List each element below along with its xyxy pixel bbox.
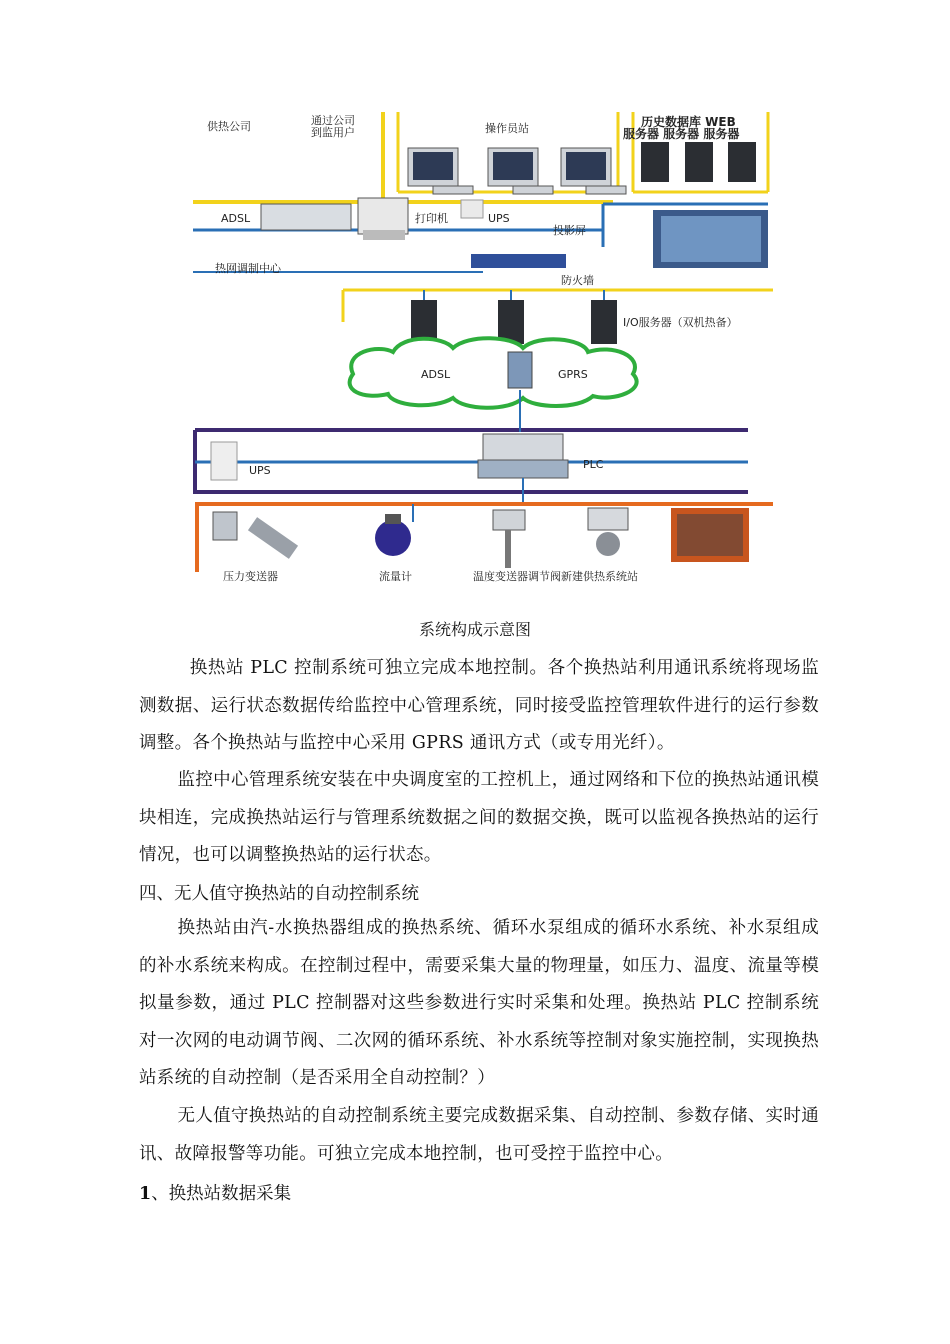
label-temp-valve: 温度变送器调节阀新建供热系统站 [473,570,638,582]
label-io-server: I/O服务器（双机热备） [623,316,738,329]
label-firewall: 防火墙 [561,274,594,287]
figure-caption: 系统构成示意图 [418,620,531,639]
label-flowmeter: 流量计 [379,570,412,582]
subsection-number: 1 [139,1184,152,1204]
label-plc: PLC [583,458,604,471]
label-pressure: 压力变送器 [223,570,278,582]
section-heading-4: 四、无人值守换热站的自动控制系统 [139,884,419,904]
label-projector: 投影屏 [553,224,586,237]
label-servers: 服务器 服务器 服务器 [623,127,740,141]
label-adsl-top: ADSL [221,212,251,225]
label-ups-top: UPS [488,212,510,225]
label-heat-company: 供热公司 [207,120,251,133]
label-operator-station: 操作员站 [485,122,529,135]
label-company-b: 到监用户 [311,126,355,139]
label-network-center: 热网调制中心 [215,262,281,275]
subsection-heading [139,1180,291,1205]
label-gprs: GPRS [558,368,588,381]
paragraph-1: 换热站 PLC 控制系统可独立完成本地控制。各个换热站利用通讯系统将现场监测数据、运行状态数据传给监控中心管理系统，同时接受监控管理软件进行的运行参数调整。各个换热站与监控中心采用 GPRS 通讯方式（或专用光纤）。 [139,658,819,753]
paragraph-4: 无人值守换热站的自动控制系统主要完成数据采集、自动控制、参数存储、实时通讯、故障报警等功能。可独立完成本地控制，也可受控于监控中心。 [139,1106,819,1164]
subsection-title: 、换热站数据采集 [151,1184,292,1204]
label-printer: 打印机 [415,212,448,225]
label-ups-bottom: UPS [249,464,271,477]
system-diagram [193,112,773,582]
paragraph-3: 换热站由汽-水换热器组成的换热系统、循环水泵组成的循环水系统、补水泵组成的补水系统来构成。在控制过程中，需要采集大量的物理量，如压力、温度、流量等模拟量参数，通过 PLC 控制器对这些参数进行实时采集和处理。换热站 PLC 控制系统对一次网的电动调节阀、二次网的循环系统、补水系统等控制对象实施控制，实现换热站系统的自动控制（是否采用全自动控制？） [139,918,819,1088]
label-db-server: 历史数据库 WEB [641,115,736,129]
paragraph-2: 监控中心管理系统安装在中央调度室的工控机上，通过网络和下位的换热站通讯模块相连，完成换热站运行与管理系统数据之间的数据交换，既可以监视各换热站的运行情况，也可以调整换热站的运行状态。 [139,770,819,865]
label-company-a: 通过公司 [311,114,355,127]
label-adsl-cloud: ADSL [421,368,451,381]
